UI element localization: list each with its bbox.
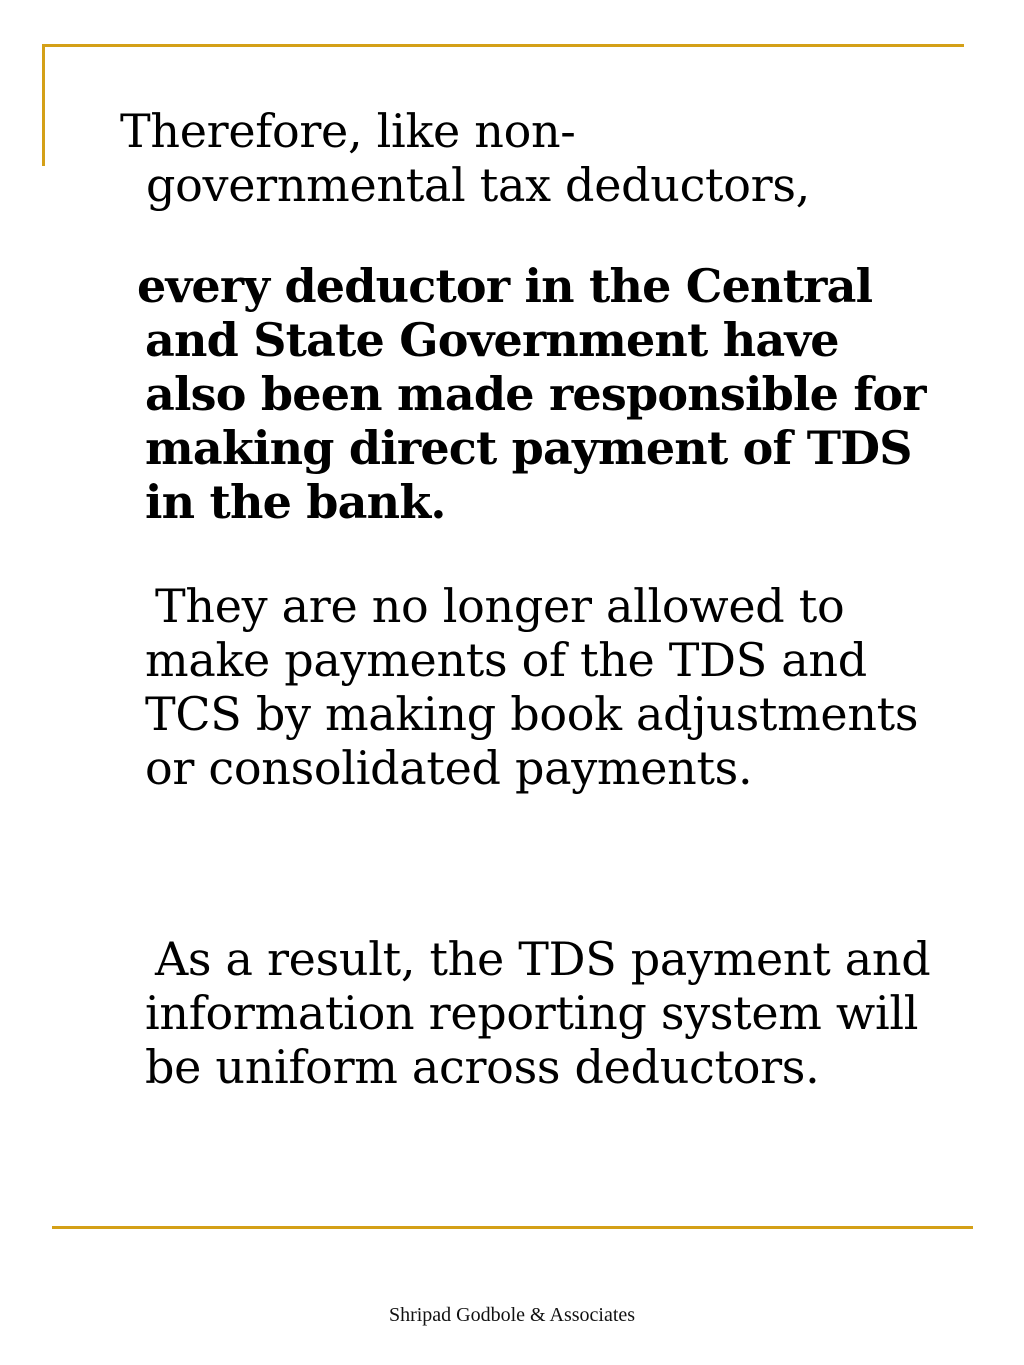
paragraph-intro-line-2: governmental tax deductors,	[146, 158, 810, 212]
paragraph-uniform-system: As a result, the TDS payment and information reporting system will be uniform across deductors.	[145, 932, 931, 1094]
footer-credit: Shripad Godbole & Associates	[388, 1304, 636, 1326]
paragraph-deductor-responsibility: every deductor in the Central and State Government have also been made responsible for making direct payment of TDS in the bank.	[137, 259, 926, 529]
paragraph-intro-line-1: Therefore, like non-	[120, 104, 576, 158]
paragraph-book-adjustments: They are no longer allowed to make payments of the TDS and TCS by making book adjustments or consolidated payments.	[145, 579, 919, 795]
bottom-accent-rule	[52, 1226, 973, 1229]
paragraph-intro	[120, 104, 900, 212]
